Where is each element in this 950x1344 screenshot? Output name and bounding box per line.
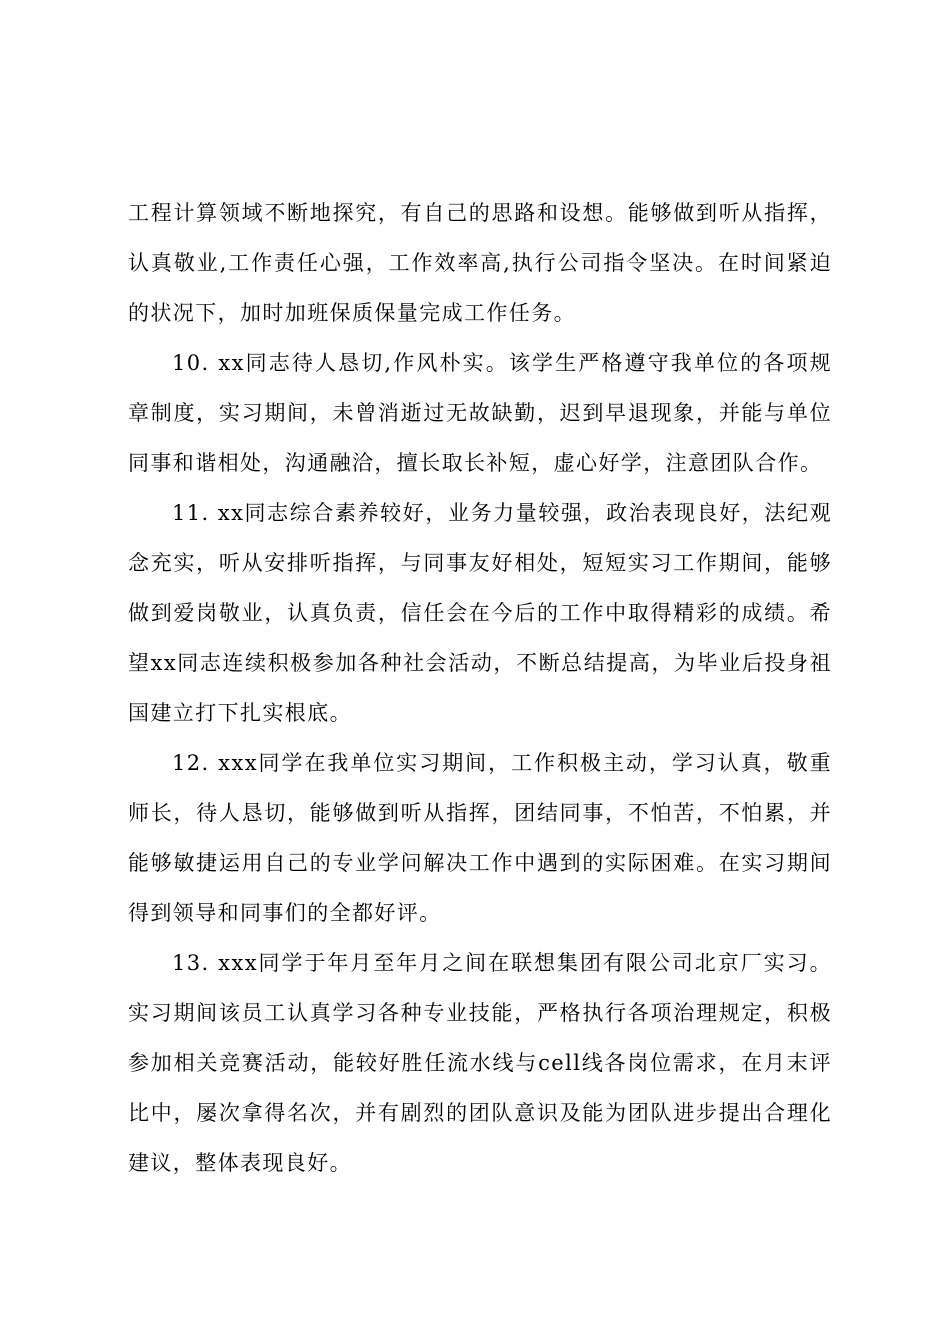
document-body xyxy=(128,188,832,1188)
paragraph-item-11: 11. xx同志综合素养较好，业务力量较强，政治表现良好，法纪观念充实，听从安排听指挥，与同事友好相处，短短实习工作期间，能够做到爱岗敬业，认真负责，信任会在今后的工作中取得精彩的成绩。希望xx同志连续积极参加各种社会活动，不断总结提高，为毕业后投身祖国建立打下扎实根底。 xyxy=(128,501,832,725)
paragraph-item-13: 13. xxx同学于年月至年月之间在联想集团有限公司北京厂实习。实习期间该员工认真学习各种专业技能，严格执行各项治理规定，积极参加相关竞赛活动，能较好胜任流水线与cell线各岗位需求，在月末评比中，屡次拿得名次，并有剧烈的团队意识及能为团队进步提出合理化建议，整体表现良好。 xyxy=(128,951,832,1175)
paragraph-item-10: 10. xx同志待人恳切,作风朴实。该学生严格遵守我单位的各项规章制度，实习期间，未曾消逝过无故缺勤，迟到早退现象，并能与单位同事和谐相处，沟通融洽，擅长取长补短，虚心好学，注意团队合作。 xyxy=(128,351,832,475)
paragraph-item-12: 12. xxx同学在我单位实习期间，工作积极主动，学习认真，敬重师长，待人恳切，能够做到听从指挥，团结同事，不怕苦，不怕累，并能够敏捷运用自己的专业学问解决工作中遇到的实际困难。在实习期间得到领导和同事们的全都好评。 xyxy=(128,751,832,925)
paragraph-continuation: 工程计算领域不断地探究，有自己的思路和设想。能够做到听从指挥，认真敬业,工作责任心强，工作效率高,执行公司指令坚决。在时间紧迫的状况下，加时加班保质保量完成工作任务。 xyxy=(128,201,832,325)
